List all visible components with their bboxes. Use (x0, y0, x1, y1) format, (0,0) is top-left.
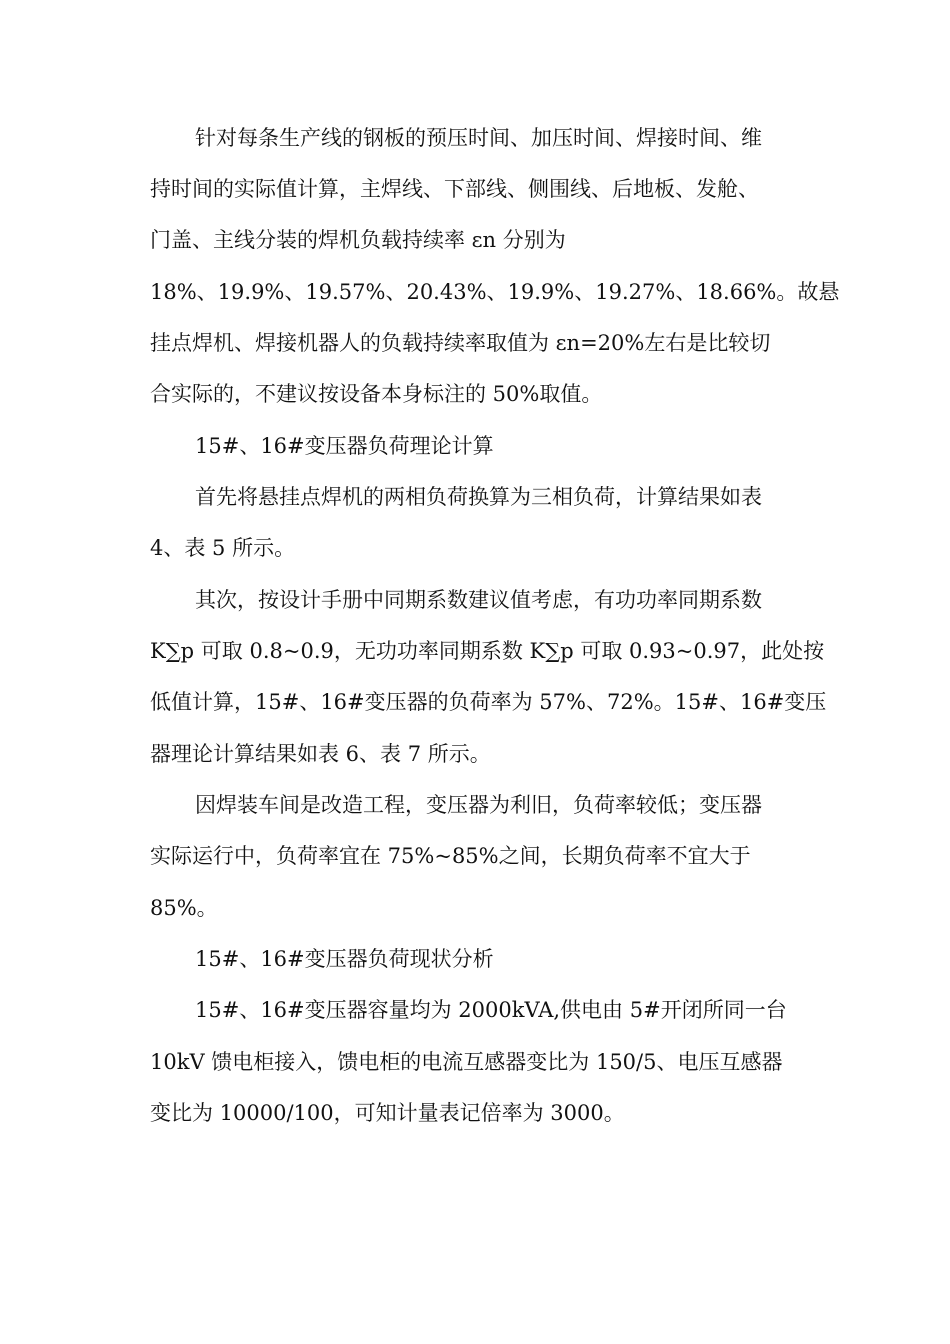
text-line: 门盖、主线分装的焊机负载持续率 εn 分别为 (150, 228, 566, 252)
text-line: 变比为 10000/100，可知计量表记倍率为 3000。 (150, 1101, 625, 1125)
text-line: 合实际的，不建议按设备本身标注的 50%取值。 (150, 382, 603, 406)
text-line: 器理论计算结果如表 6、表 7 所示。 (150, 742, 491, 766)
text-line: 18%、19.9%、19.57%、20.43%、19.9%、19.27%、18.66%。故悬 (150, 280, 840, 304)
text-line: 其次，按设计手册中同期系数建议值考虑，有功功率同期系数 (195, 588, 762, 612)
text-line: 低值计算，15#、16#变压器的负荷率为 57%、72%。15#、16#变压 (150, 690, 827, 714)
text-line: 15#、16#变压器容量均为 2000kVA,供电由 5#开闭所同一台 (195, 998, 787, 1022)
section-heading: 15#、16#变压器负荷理论计算 (195, 434, 494, 458)
text-line: K∑p 可取 0.8~0.9，无功功率同期系数 K∑p 可取 0.93~0.97，此处按 (150, 639, 825, 663)
text-line: 因焊装车间是改造工程，变压器为利旧，负荷率较低；变压器 (195, 793, 762, 817)
text-line: 10kV 馈电柜接入，馈电柜的电流互感器变比为 150/5、电压互感器 (150, 1050, 783, 1074)
text-line: 85%。 (150, 896, 218, 920)
text-line: 挂点焊机、焊接机器人的负载持续率取值为 εn=20%左右是比较切 (150, 331, 771, 355)
text-line: 持时间的实际值计算，主焊线、下部线、侧围线、后地板、发舱、 (150, 177, 759, 201)
text-line: 首先将悬挂点焊机的两相负荷换算为三相负荷，计算结果如表 (195, 485, 762, 509)
section-heading: 15#、16#变压器负荷现状分析 (195, 947, 494, 971)
text-line: 4、表 5 所示。 (150, 536, 296, 560)
text-line: 针对每条生产线的钢板的预压时间、加压时间、焊接时间、维 (195, 126, 762, 150)
text-line: 实际运行中，负荷率宜在 75%~85%之间，长期负荷率不宜大于 (150, 844, 751, 868)
